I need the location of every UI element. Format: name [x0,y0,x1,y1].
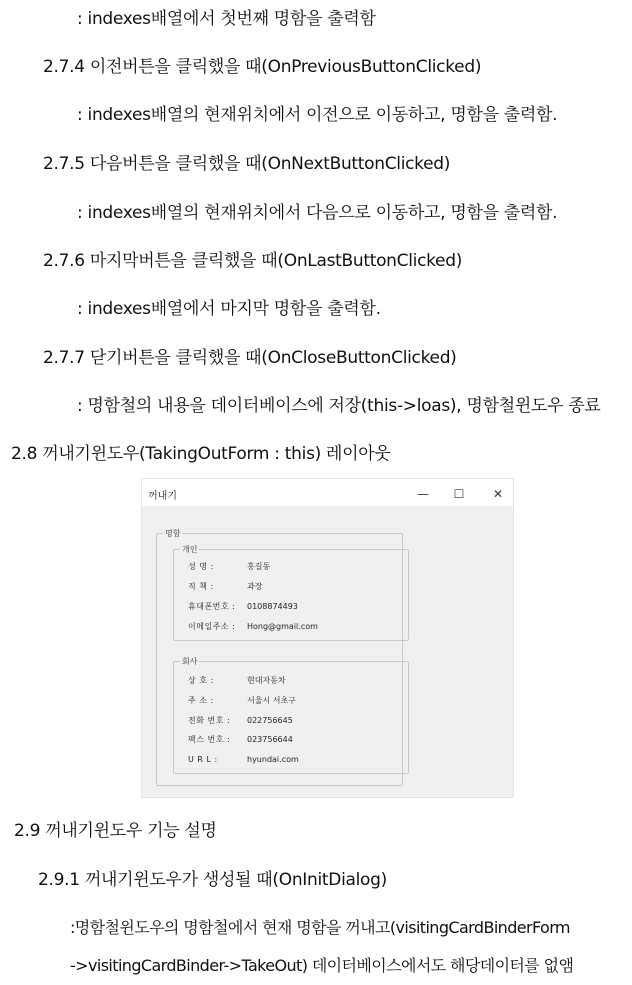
minimize-icon[interactable]: — [417,487,429,501]
text-2-7-6: : indexes배열에서 마지막 명함을 출력함. [77,299,381,319]
url-value: hyundai.com [247,755,299,764]
heading-2-7-4: 2.7.4 이전버튼을 클릭했을 때(OnPreviousButtonClicked) [43,57,482,77]
dialog-title: 꺼내기 [148,491,177,502]
text-2-7-4: : indexes배열의 현재위치에서 이전으로 이동하고, 명함을 출력함. [77,105,558,125]
heading-2-9-1: 2.9.1 꺼내기윈도우가 생성될 때(OnInitDialog) [38,870,387,890]
position-label: 직 책 : [188,582,214,591]
card-groupbox [156,529,403,786]
mobile-value: 0108874493 [247,602,298,611]
text-2-7-7: : 명함철의 내용을 데이터베이스에 저장(this->loas), 명함철윈도우 종료 [77,396,601,416]
heading-2-7-7: 2.7.7 닫기버튼을 클릭했을 때(OnCloseButtonClicked) [43,348,457,368]
dialog-titlebar [142,479,513,509]
fax-label: 팩스 번호 : [188,735,231,744]
company-name-label: 상 호 : [188,676,214,685]
name-value: 홍길동 [247,562,271,571]
text-first-card: : indexes배열에서 첫번째 명함을 출력함 [77,9,376,29]
mobile-label: 휴대폰번호 : [188,602,236,611]
text-2-9-1-a: :명함철윈도우의 명함철에서 현재 명함을 꺼내고(visitingCardBinderForm [70,918,570,937]
heading-2-8: 2.8 꺼내기윈도우(TakingOutForm : this) 레이아웃 [11,444,391,464]
company-name-value: 현대자동차 [247,676,286,685]
phone-label: 전화 번호 : [188,716,231,725]
maximize-icon[interactable]: ☐ [453,487,465,501]
text-2-9-1-b: ->visitingCardBinder->TakeOut) 데이터베이스에서도 해당데이터를 없앰 [70,956,574,975]
text-2-7-5: : indexes배열의 현재위치에서 다음으로 이동하고, 명함을 출력함. [77,203,558,223]
address-value: 서울시 서초구 [247,696,296,705]
taking-out-dialog [141,478,514,798]
heading-2-9: 2.9 꺼내기윈도우 기능 설명 [14,821,217,841]
position-value: 과장 [247,582,263,591]
personal-groupbox [173,545,409,641]
url-label: U R L : [188,755,218,764]
fax-value: 023756644 [247,735,293,744]
email-value: Hong@gmail.com [247,622,318,631]
close-icon[interactable]: ✕ [492,487,504,501]
card-group-label: 명함 [165,529,181,538]
company-groupbox [173,657,409,774]
heading-2-7-5: 2.7.5 다음버튼을 클릭했을 때(OnNextButtonClicked) [43,154,451,174]
heading-2-7-6: 2.7.6 마지막버튼을 클릭했을 때(OnLastButtonClicked) [43,251,463,271]
email-label: 이메일주소 : [188,622,236,631]
phone-value: 022756645 [247,716,293,725]
company-group-label: 회사 [182,657,198,666]
personal-group-label: 개인 [182,545,198,554]
dialog-client-area [142,506,513,797]
name-label: 성 명 : [188,562,214,571]
address-label: 주 소 : [188,696,214,705]
